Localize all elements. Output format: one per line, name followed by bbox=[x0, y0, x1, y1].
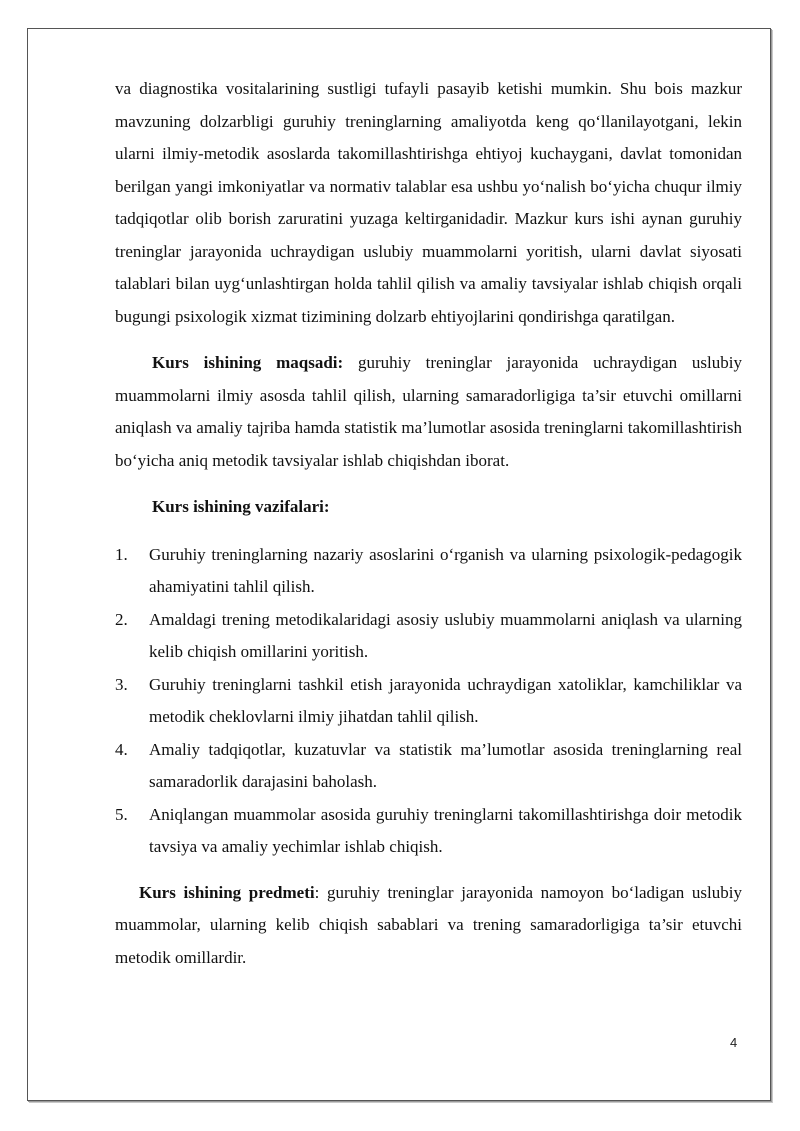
goal-text: guruhiy treninglar jarayonida uchraydigan uslubiy muammolarni ilmiy asosda tahlil qilish, ularning samaradorligiga ta’sir etuvchi omillarni aniqlash va amaliy tajriba hamda statistik ma’lumotlar asosida treninglarni takomillashtirish bo‘yicha aniq metodik tavsiyalar ishlab chiqishdan iborat. bbox=[115, 353, 742, 470]
tasks-heading: Kurs ishining vazifalari: bbox=[152, 497, 330, 516]
page-number: 4 bbox=[730, 1035, 738, 1050]
list-item bbox=[115, 604, 742, 669]
list-item bbox=[115, 669, 742, 734]
list-item-number: 2. bbox=[115, 609, 128, 629]
list-item-number: 3. bbox=[115, 674, 128, 694]
list-item bbox=[115, 799, 742, 864]
list-item bbox=[115, 539, 742, 604]
list-item bbox=[115, 734, 742, 799]
goal-label: Kurs ishining maqsadi: bbox=[152, 353, 344, 372]
list-item-text: Amaliy tadqiqotlar, kuzatuvlar va statistik ma’lumotlar asosida treninglarning real samaradorlik darajasini baholash. bbox=[149, 739, 742, 791]
tasks-list bbox=[115, 539, 742, 864]
list-item-number: 1. bbox=[115, 544, 128, 564]
goal-paragraph bbox=[115, 347, 742, 477]
subject-label: Kurs ishining predmeti bbox=[139, 882, 315, 902]
intro-paragraph: va diagnostika vositalarining sustligi tufayli pasayib ketishi mumkin. Shu bois mazkur mavzuning dolzarbligi guruhiy treninglarning amaliyotda keng qo‘llanilayotgani, lekin ularni ilmiy-metodik asoslarda takomillashtirishga ehtiyoj kuchaygani, davlat tomonidan berilgan yangi imkoniyatlar va normativ talablar esa ushbu yo‘nalish bo‘yicha chuqur ilmiy tadqiqotlar olib borish zaruratini yuzaga keltirganidadir. Mazkur kurs ishi aynan guruhiy treninglar jarayonida uchraydigan uslubiy muammolarni yoritish, ularni davlat siyosati talablari bilan uyg‘unlashtirgan holda tahlil qilish va amaliy tavsiyalar ishlab chiqish orqali bugungi psixologik xizmat tizimining dolzarb ehtiyojlarini qondirishga qaratilgan. bbox=[115, 79, 742, 326]
list-item-text: Aniqlangan muammolar asosida guruhiy treninglarni takomillashtirishga doir metodik tavsiya va amaliy yechimlar ishlab chiqish. bbox=[149, 804, 742, 856]
list-item-number: 4. bbox=[115, 739, 128, 759]
list-item-text: Guruhiy treninglarni tashkil etish jarayonida uchraydigan xatoliklar, kamchiliklar va metodik cheklovlarni ilmiy jihatdan tahlil qilish. bbox=[149, 674, 742, 726]
subject-paragraph bbox=[115, 877, 742, 975]
list-item-text: Guruhiy treninglarning nazariy asoslarini o‘rganish va ularning psixologik-pedagogik ahamiyatini tahlil qilish. bbox=[149, 544, 742, 596]
list-item-number: 5. bbox=[115, 804, 128, 824]
subject-text: : guruhiy treninglar jarayonida namoyon bo‘ladigan uslubiy muammolar, ularning kelib chiqish sabablari va trening samaradorligiga ta’sir etuvchi metodik omillardir. bbox=[115, 882, 742, 967]
document-body bbox=[115, 73, 742, 974]
list-item-text: Amaldagi trening metodikalaridagi asosiy uslubiy muammolarni aniqlash va ularning kelib chiqish omillarini yoritish. bbox=[149, 609, 742, 661]
